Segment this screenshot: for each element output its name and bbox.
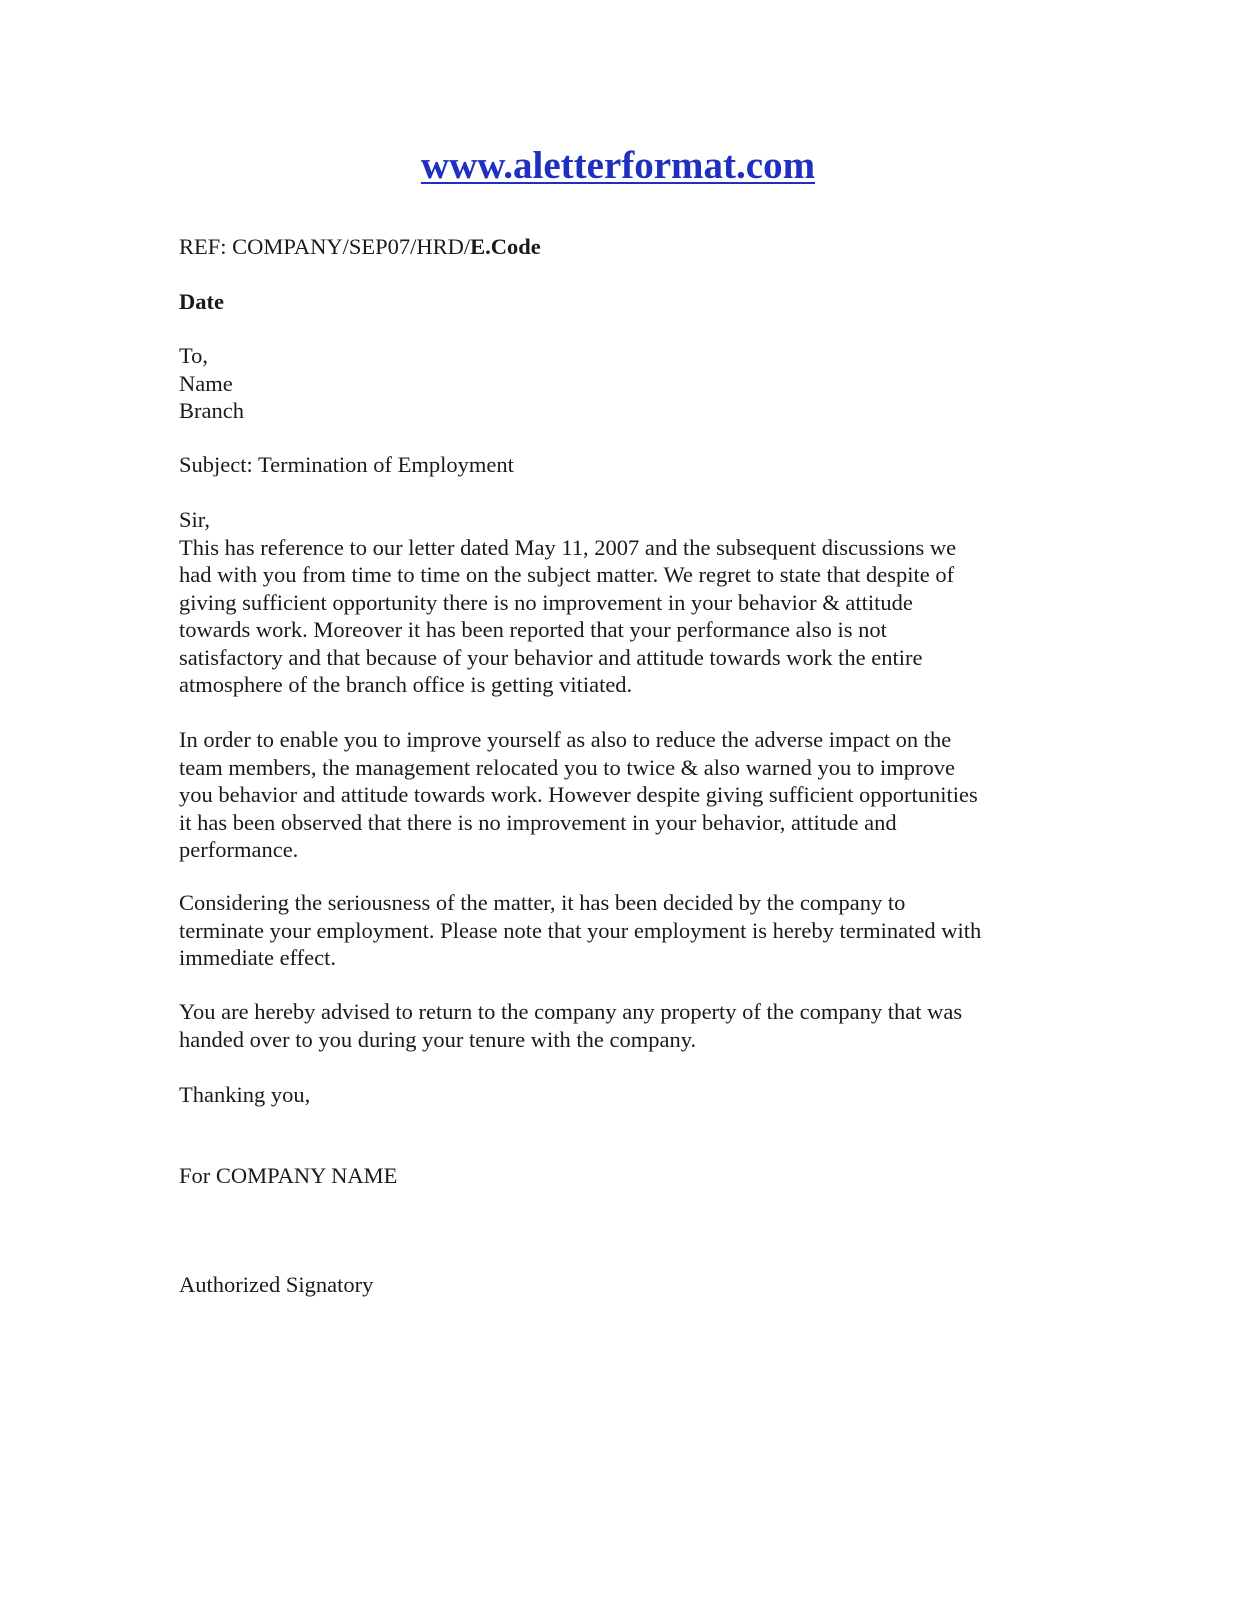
paragraph-line: you behavior and attitude towards work. However despite giving sufficient opportunities: [179, 782, 978, 807]
paragraph-1: [179, 506, 1059, 699]
paragraph-line: You are hereby advised to return to the company any property of the company that was: [179, 999, 963, 1024]
reference-prefix: REF: COMPANY/SEP07/HRD/: [179, 234, 471, 259]
website-link[interactable]: www.aletterformat.com: [420, 144, 816, 187]
addressee-branch: Branch: [179, 398, 244, 423]
addressee-name: Name: [179, 370, 233, 396]
paragraph-4: [179, 998, 1059, 1053]
paragraph-line: satisfactory and that because of your behavior and attitude towards work the entire: [179, 644, 923, 670]
paragraph-line: immediate effect.: [179, 945, 337, 970]
paragraph-line: This has reference to our letter dated May 11, 2007 and the subsequent discussions we: [179, 534, 957, 560]
reference-code: E.Code: [470, 234, 541, 259]
paragraph-line: performance.: [179, 837, 299, 862]
paragraph-line: In order to enable you to improve yourself as also to reduce the adverse impact on the: [179, 727, 952, 752]
paragraph-line: towards work. Moreover it has been reported that your performance also is not: [179, 617, 887, 642]
paragraph-line: it has been observed that there is no improvement in your behavior, attitude and: [179, 809, 897, 835]
paragraph-line: giving sufficient opportunity there is no improvement in your behavior & attitude: [179, 589, 913, 615]
closing-signatory: Authorized Signatory: [179, 1272, 374, 1297]
paragraph-line: had with you from time to time on the subject matter. We regret to state that despite of: [179, 562, 955, 587]
paragraph-2: [179, 726, 1059, 864]
addressee-to: To,: [179, 343, 209, 368]
salutation: Sir,: [179, 507, 210, 532]
date-label: Date: [179, 289, 224, 314]
paragraph-line: Considering the seriousness of the matter, it has been decided by the company to: [179, 890, 906, 915]
closing-company: For COMPANY NAME: [179, 1163, 398, 1188]
addressee-block: [179, 342, 1059, 425]
subject-line: Subject: Termination of Employment: [179, 452, 514, 477]
closing-thanks: Thanking you,: [179, 1082, 311, 1107]
paragraph-line: terminate your employment. Please note that your employment is hereby terminated with: [179, 917, 982, 943]
paragraph-line: atmosphere of the branch office is getting vitiated.: [179, 672, 633, 697]
paragraph-line: team members, the management relocated you to twice & also warned you to improve: [179, 754, 955, 780]
paragraph-line: handed over to you during your tenure with the company.: [179, 1026, 697, 1052]
paragraph-3: [179, 889, 1059, 972]
reference-line: [179, 233, 1059, 261]
